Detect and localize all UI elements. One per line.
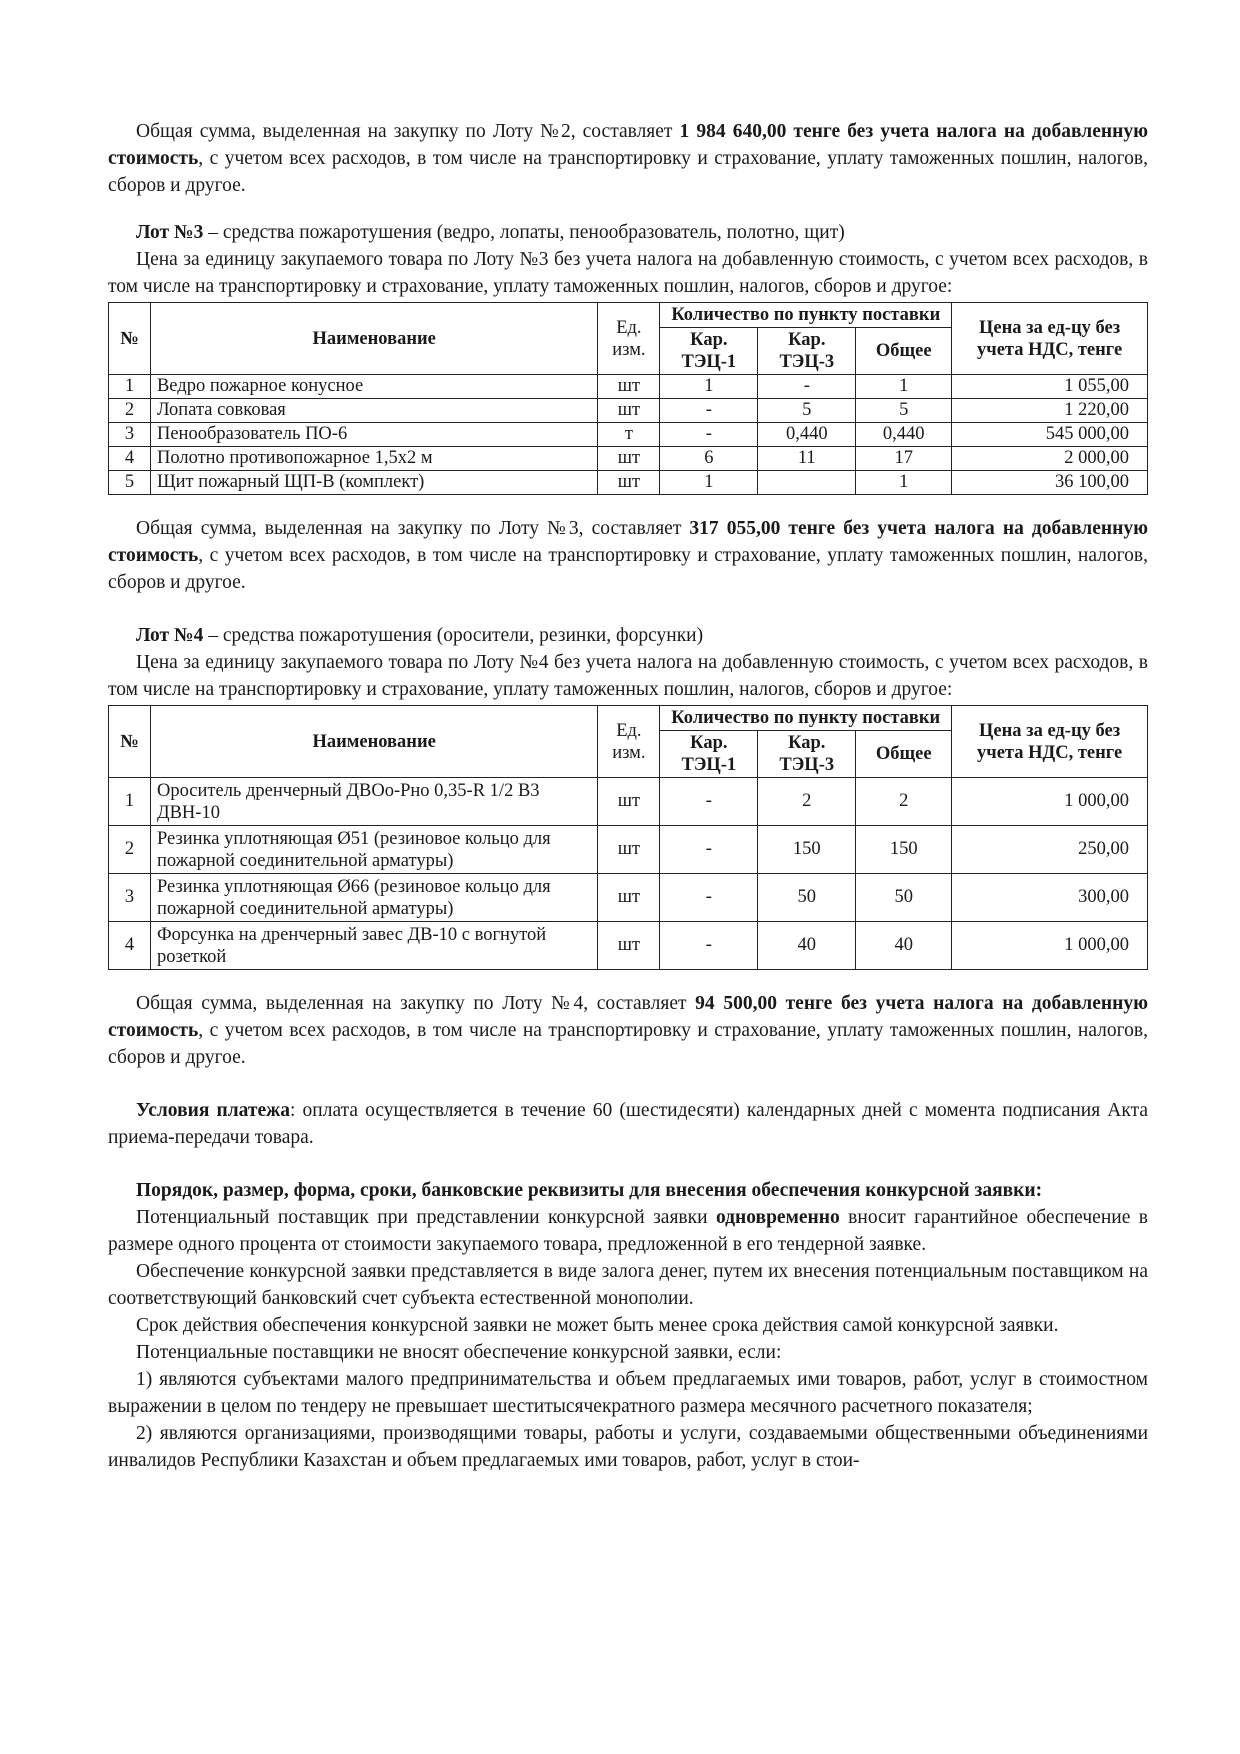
qty-tec1: - [660,399,758,423]
table-row [109,375,1148,399]
col-price-header: Цена за ед-цу без учета НДС, тенге [952,706,1148,778]
item-unit: шт [598,399,660,423]
qty-tec1: 6 [660,447,758,471]
col-q3-header: Кар. ТЭЦ-3 [758,731,856,778]
table-row [109,874,1148,922]
item-unit: шт [598,375,660,399]
qty-total: 2 [856,778,952,826]
qty-tec3: 40 [758,922,856,970]
payment-terms [108,1097,1148,1151]
item-unit: т [598,423,660,447]
row-number: 1 [109,778,151,826]
col-unit-header: Ед. изм. [598,706,660,778]
lot3-total-text: Общая сумма, выделенная на закупку по Лоту №3, составляет [136,518,690,539]
col-number-header: № [109,706,151,778]
lot4-title: Лот №4 [136,625,204,646]
security-paragraph-6: 2) являются организациями, производящими товары, работы и услуги, создаваемыми общественными объединениями инвалидов Республики Казахстан и объем предлагаемых ими товаров, работ, услуг в стои- [108,1423,1148,1471]
document-page [108,118,1148,1474]
qty-tec3: 11 [758,447,856,471]
item-name: Пенообразователь ПО-6 [150,423,597,447]
item-name: Ведро пожарное конусное [150,375,597,399]
lot4-total-paragraph [108,990,1148,1071]
col-unit-header: Ед. изм. [598,303,660,375]
table-row [109,399,1148,423]
qty-tec1: - [660,423,758,447]
col-number-header: № [109,303,151,375]
item-name: Резинка уплотняющая Ø66 (резиновое кольцо для пожарной соединительной арматуры) [150,874,597,922]
lot3-total-tail: , с учетом всех расходов, в том числе на транспортировку и страхование, уплату таможенных пошлин, налогов, сборов и другое. [108,545,1148,593]
lot2-total-paragraph [108,118,1148,199]
qty-tec1: 1 [660,471,758,495]
col-name-header: Наименование [150,303,597,375]
qty-tec3: 150 [758,826,856,874]
row-number: 3 [109,423,151,447]
lot2-total-text: Общая сумма, выделенная на закупку по Лоту №2, составляет [136,121,680,142]
item-unit: шт [598,922,660,970]
unit-price: 300,00 [952,874,1148,922]
col-total-header: Общее [856,328,952,375]
item-unit: шт [598,874,660,922]
qty-total: 0,440 [856,423,952,447]
qty-total: 150 [856,826,952,874]
row-number: 3 [109,874,151,922]
qty-tec3: 50 [758,874,856,922]
table-row [109,778,1148,826]
security-heading [108,1177,1148,1204]
item-name: Лопата совковая [150,399,597,423]
payment-terms-label: Условия платежа [136,1100,291,1121]
item-unit: шт [598,778,660,826]
lot4-table [108,705,1148,970]
unit-price: 36 100,00 [952,471,1148,495]
col-price-header: Цена за ед-цу без учета НДС, тенге [952,303,1148,375]
item-unit: шт [598,471,660,495]
unit-price: 1 055,00 [952,375,1148,399]
row-number: 4 [109,447,151,471]
qty-total: 5 [856,399,952,423]
row-number: 5 [109,471,151,495]
qty-tec1: - [660,826,758,874]
row-number: 1 [109,375,151,399]
qty-total: 40 [856,922,952,970]
table-row [109,423,1148,447]
col-q1-header: Кар. ТЭЦ-1 [660,731,758,778]
security-paragraph-1 [108,1204,1148,1258]
security-paragraph-2: Обеспечение конкурсной заявки представляется в виде залога денег, путем их внесения потенциальным поставщиком на соответствующий банковский счет субъекта естественной монополии. [108,1261,1148,1309]
qty-tec1: - [660,874,758,922]
security-p1-emphasis: одновременно [715,1207,840,1228]
row-number: 4 [109,922,151,970]
qty-tec1: 1 [660,375,758,399]
lot4-total-tail: , с учетом всех расходов, в том числе на транспортировку и страхование, уплату таможенных пошлин, налогов, сборов и другое. [108,1020,1148,1068]
col-qty-group-header: Количество по пункту поставки [660,706,952,731]
lot3-table [108,302,1148,495]
lot3-description: – средства пожаротушения (ведро, лопаты, пенообразователь, полотно, щит) [203,222,845,243]
col-total-header: Общее [856,731,952,778]
unit-price: 2 000,00 [952,447,1148,471]
lot4-total-text: Общая сумма, выделенная на закупку по Лоту №4, составляет [136,993,696,1014]
lot3-intro: Цена за единицу закупаемого товара по Лоту №3 без учета налога на добавленную стоимость, с учетом всех расходов, в том числе на транспортировку и страхование, уплату таможенных пошлин, налогов, сборов и другое: [108,249,1148,297]
item-name: Щит пожарный ЩП-В (комплект) [150,471,597,495]
qty-total: 50 [856,874,952,922]
table-row [109,447,1148,471]
item-name: Резинка уплотняющая Ø51 (резиновое кольцо для пожарной соединительной арматуры) [150,826,597,874]
col-qty-group-header: Количество по пункту поставки [660,303,952,328]
qty-tec3: 2 [758,778,856,826]
col-name-header: Наименование [150,706,597,778]
item-name: Ороситель дренчерный ДВОо-Рно 0,35-R 1/2 В3 ДВН-10 [150,778,597,826]
unit-price: 545 000,00 [952,423,1148,447]
row-number: 2 [109,399,151,423]
unit-price: 250,00 [952,826,1148,874]
security-paragraph-5: 1) являются субъектами малого предпринимательства и объем предлагаемых ими товаров, работ, услуг в стоимостном выражении в целом по тендеру не превышает шеститысячекратного размера месячного расчетного показателя; [108,1369,1148,1417]
security-heading-text: Порядок, размер, форма, сроки, банковские реквизиты для внесения обеспечения конкурсной заявки: [136,1180,1043,1201]
qty-tec1: - [660,922,758,970]
col-q1-header: Кар. ТЭЦ-1 [660,328,758,375]
row-number: 2 [109,826,151,874]
lot2-total-tail: , с учетом всех расходов, в том числе на транспортировку и страхование, уплату таможенных пошлин, налогов, сборов и другое. [108,148,1148,196]
qty-tec3 [758,471,856,495]
security-paragraph-3: Срок действия обеспечения конкурсной заявки не может быть менее срока действия самой конкурсной заявки. [136,1315,1059,1336]
lot3-total-paragraph [108,515,1148,596]
unit-price: 1 000,00 [952,778,1148,826]
item-unit: шт [598,826,660,874]
table-row [109,826,1148,874]
security-p1-tail: вносит гарантийное обеспечение в размере одного процента от стоимости закупаемого товара, предложенной в его тендерной заявке. [108,1207,1149,1255]
lot4-heading [108,622,1148,649]
payment-terms-text: : оплата осуществляется в течение 60 (шестидесяти) календарных дней с момента подписания Акта приема-передачи товара. [108,1100,1148,1148]
qty-tec3: 0,440 [758,423,856,447]
lot3-heading [108,219,1148,246]
qty-tec3: 5 [758,399,856,423]
lot2-total-amount: 1 984 640,00 тенге без учета налога на добавленную стоимость [108,121,1149,169]
unit-price: 1 220,00 [952,399,1148,423]
qty-tec1: - [660,778,758,826]
security-paragraph-4: Потенциальные поставщики не вносят обеспечение конкурсной заявки, если: [136,1342,782,1363]
security-p1-text: Потенциальный поставщик при представлении конкурсной заявки [136,1207,716,1228]
lot3-total-amount: 317 055,00 тенге без учета налога на добавленную стоимость [108,518,1148,566]
item-unit: шт [598,447,660,471]
lot4-intro: Цена за единицу закупаемого товара по Лоту №4 без учета налога на добавленную стоимость, с учетом всех расходов, в том числе на транспортировку и страхование, уплату таможенных пошлин, налогов, сборов и другое: [108,652,1148,700]
item-name: Форсунка на дренчерный завес ДВ-10 с вогнутой розеткой [150,922,597,970]
lot4-description: – средства пожаротушения (оросители, резинки, форсунки) [203,625,704,646]
lot4-total-amount: 94 500,00 тенге без учета налога на добавленную стоимость [108,993,1149,1041]
item-name: Полотно противопожарное 1,5х2 м [150,447,597,471]
table-row [109,471,1148,495]
table-row [109,922,1148,970]
col-q3-header: Кар. ТЭЦ-3 [758,328,856,375]
qty-tec3: - [758,375,856,399]
lot3-title: Лот №3 [136,222,204,243]
qty-total: 1 [856,471,952,495]
unit-price: 1 000,00 [952,922,1148,970]
qty-total: 1 [856,375,952,399]
qty-total: 17 [856,447,952,471]
